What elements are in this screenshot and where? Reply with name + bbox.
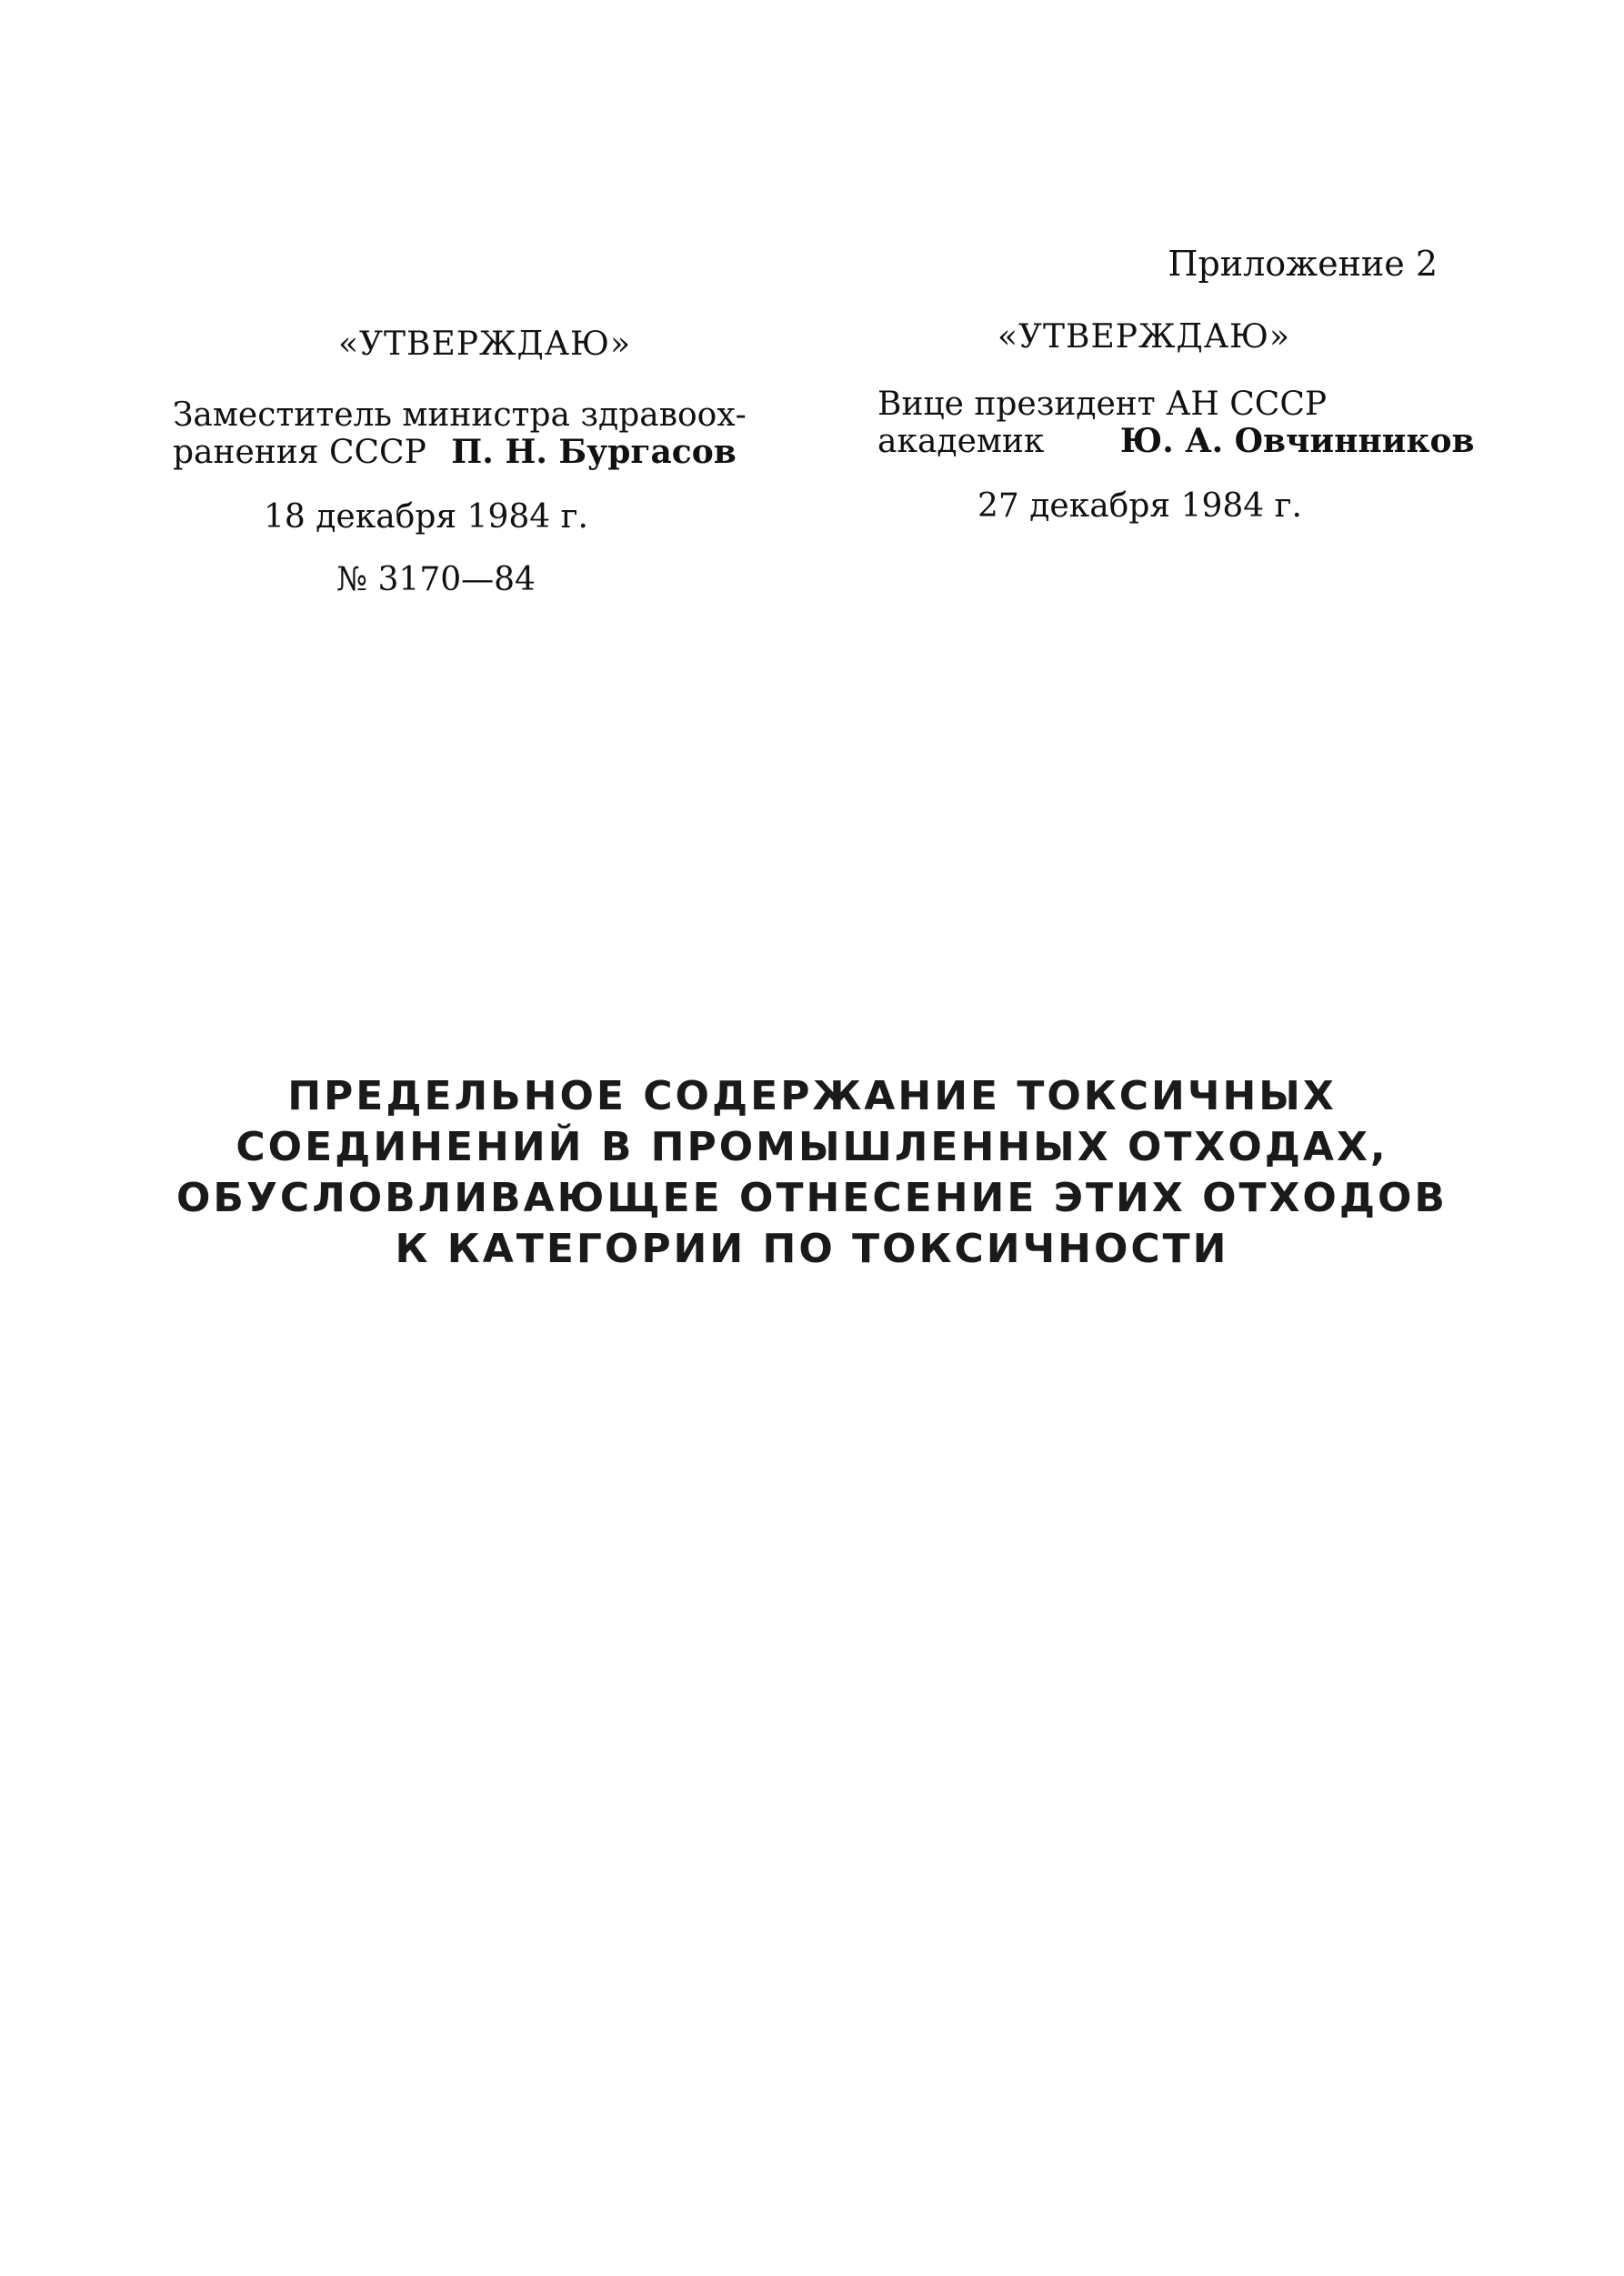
left-approval-heading: «УТВЕРЖДАЮ»: [338, 326, 631, 363]
right-approval-position-line1: Вице президент АН СССР: [877, 386, 1328, 423]
left-approval-date: 18 декабря 1984 г.: [264, 498, 588, 536]
right-approval-position-line2: [877, 422, 1475, 460]
right-approval-heading: «УТВЕРЖДАЮ»: [997, 318, 1290, 356]
title-line: СОЕДИНЕНИЙ В ПРОМЫШЛЕННЫХ ОТХОДАХ,: [236, 1124, 1388, 1170]
left-approval-number: № 3170—84: [336, 561, 536, 598]
title-line: ПРЕДЕЛЬНОЕ СОДЕРЖАНИЕ ТОКСИЧНЫХ: [287, 1073, 1337, 1119]
right-approval-signatory-name: Ю. А. Овчинников: [1119, 422, 1475, 460]
left-approval-position-line2: [173, 434, 773, 471]
left-approval-block: [173, 326, 773, 598]
right-approval-position-prefix: академик: [877, 423, 1045, 460]
title-line: ОБУСЛОВЛИВАЮЩЕЕ ОТНЕСЕНИЕ ЭТИХ ОТХОДОВ: [176, 1175, 1448, 1221]
left-approval-position: [173, 397, 773, 471]
right-approval-block: [877, 318, 1475, 525]
left-approval-position-line1: Заместитель министра здравоох-: [173, 396, 747, 434]
document-title: [0, 1071, 1624, 1275]
left-approval-position-prefix: ранения СССР: [173, 434, 426, 471]
right-approval-position: [877, 386, 1475, 460]
right-approval-date: 27 декабря 1984 г.: [977, 487, 1302, 525]
title-line: К КАТЕГОРИИ ПО ТОКСИЧНОСТИ: [395, 1226, 1229, 1272]
appendix-label: Приложение 2: [1168, 244, 1438, 284]
left-approval-signatory-name: П. Н. Бургасов: [451, 433, 737, 471]
